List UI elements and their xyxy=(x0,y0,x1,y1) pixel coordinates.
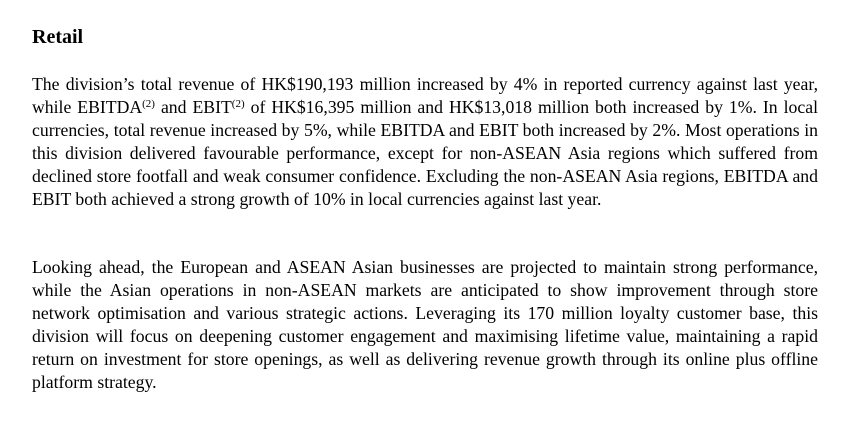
paragraph-outlook: Looking ahead, the European and ASEAN Asian businesses are projected to maintain strong performance, while the Asian operations in non-ASEAN markets are anticipated to show improvement through store network optimisation and various strategic actions. Leveraging its 170 million loyalty customer base, this division will focus on deepening customer engagement and maximising lifetime value, maintaining a rapid return on investment for store openings, as well as delivering revenue growth through its online plus offline platform strategy. xyxy=(32,257,818,392)
paragraph-revenue-performance xyxy=(32,73,818,211)
footnote-marker-ebitda: (2) xyxy=(142,98,155,110)
paragraph1-text-part2: and EBIT xyxy=(154,97,232,117)
section-heading: Retail xyxy=(32,26,84,48)
paragraph1-text-part1: The division’s total revenue of HK$190,193 million increased by 4% in reported currency against last year, while EBITDA xyxy=(32,74,818,117)
paragraph1-text-part3: of HK$16,395 million and HK$13,018 million both increased by 1%. In local currencies, total revenue increased by 5%, while EBITDA and EBIT both increased by 2%. Most operations in this division delivered favourable performance, except for non-ASEAN Asia regions which suffered from declined store footfall and weak consumer confidence. Excluding the non-ASEAN Asia regions, EBITDA and EBIT both achieved a strong growth of 10% in local currencies against last year. xyxy=(32,97,819,209)
footnote-marker-ebit: (2) xyxy=(231,98,245,110)
